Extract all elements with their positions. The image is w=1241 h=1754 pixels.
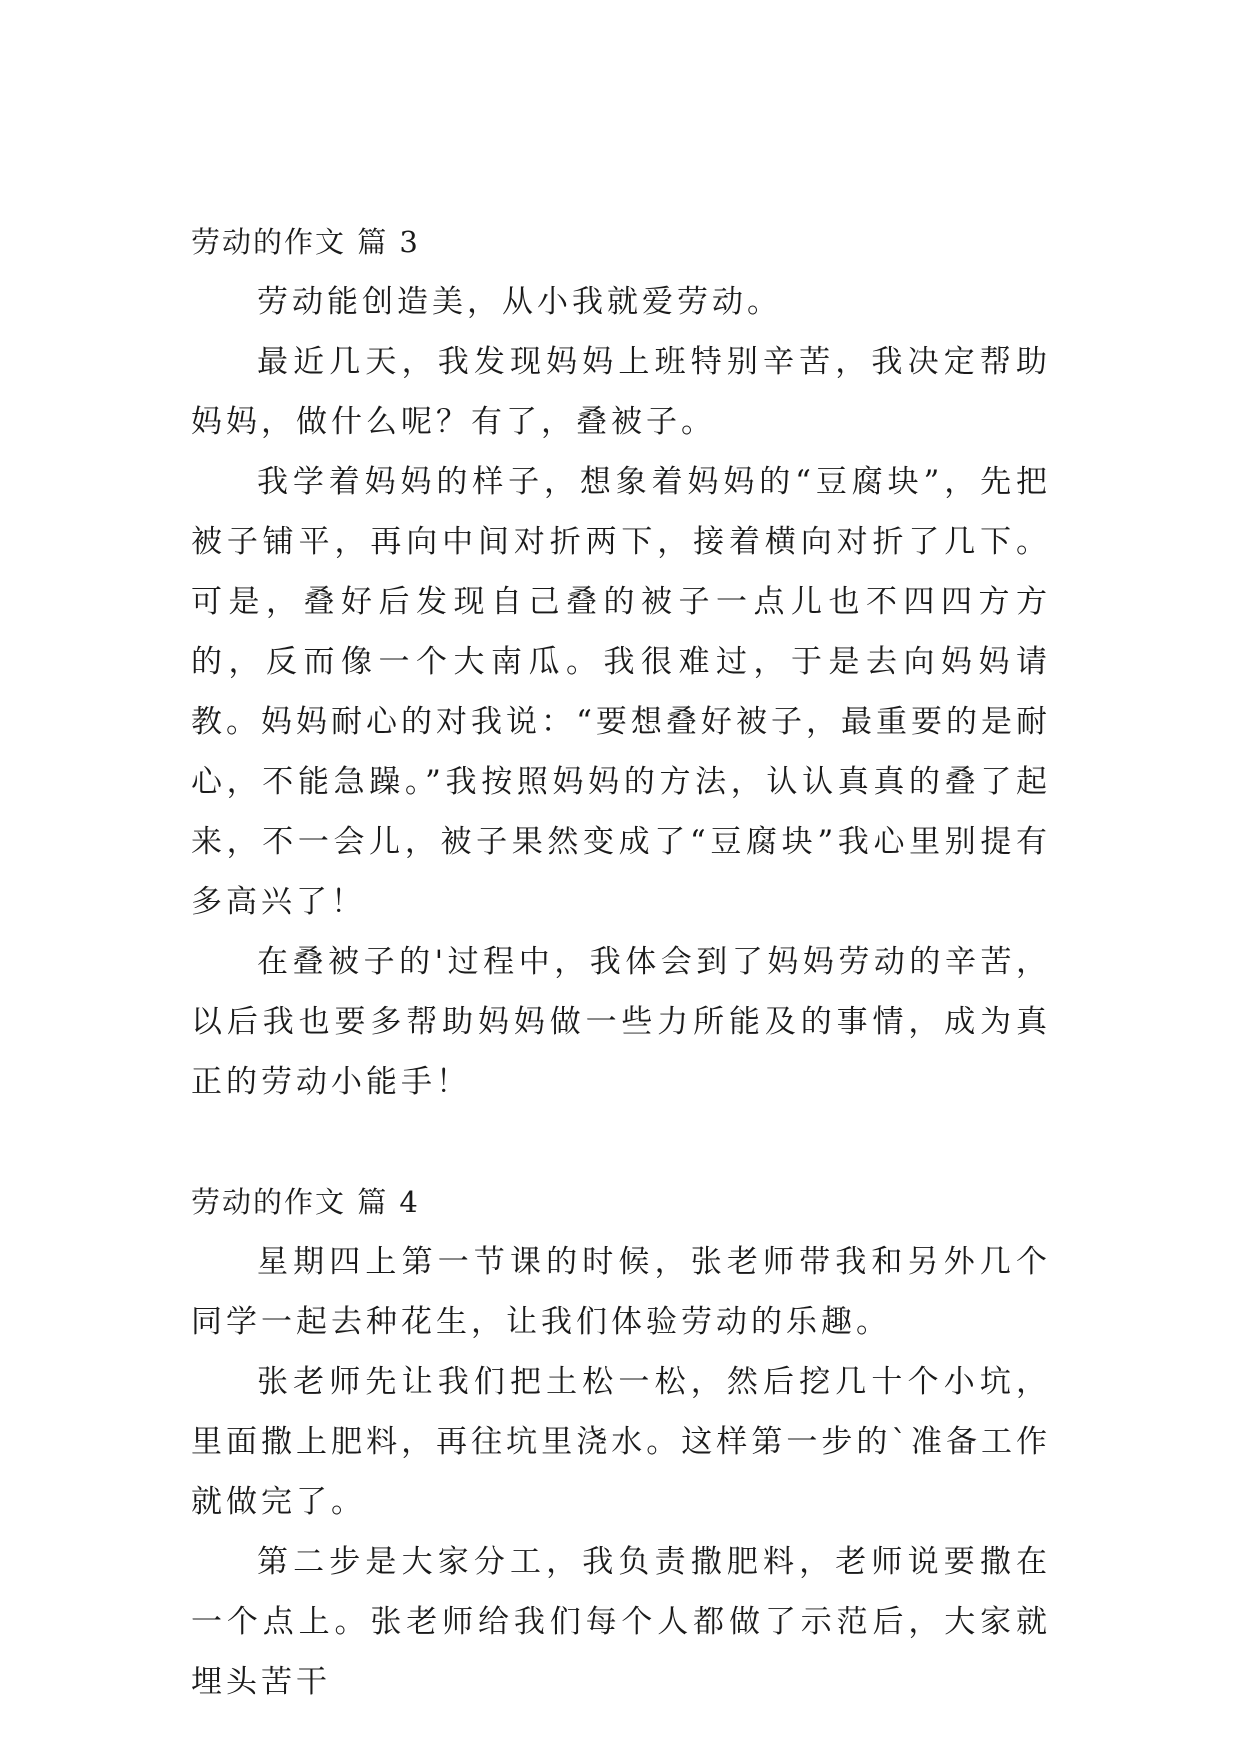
paragraph: 劳动能创造美，从小我就爱劳动。	[257, 284, 782, 320]
section-heading: 劳动的作文 篇 3	[191, 225, 420, 259]
essay-section-3	[191, 212, 1051, 1112]
document-body	[191, 212, 1051, 1712]
section-heading: 劳动的作文 篇 4	[191, 1185, 420, 1219]
paragraph: 星期四上第一节课的时候，张老师带我和另外几个同学一起去种花生，让我们体验劳动的乐趣。	[191, 1244, 1051, 1340]
paragraph: 我学着妈妈的样子，想象着妈妈的“豆腐块”，先把被子铺平，再向中间对折两下，接着横向对折了几下。可是，叠好后发现自己叠的被子一点儿也不四四方方的，反而像一个大南瓜。我很难过，于是去向妈妈请教。妈妈耐心的对我说：“要想叠好被子，最重要的是耐心，不能急躁。”我按照妈妈的方法，认认真真的叠了起来，不一会儿，被子果然变成了“豆腐块”我心里别提有多高兴了！	[191, 464, 1051, 920]
paragraph: 张老师先让我们把土松一松，然后挖几十个小坑，里面撒上肥料，再往坑里浇水。这样第一步的`准备工作就做完了。	[191, 1364, 1051, 1520]
section-spacer	[191, 1112, 1051, 1172]
paragraph: 最近几天，我发现妈妈上班特别辛苦，我决定帮助妈妈，做什么呢？有了，叠被子。	[191, 344, 1051, 440]
essay-section-4	[191, 1172, 1051, 1712]
paragraph: 第二步是大家分工，我负责撒肥料，老师说要撒在一个点上。张老师给我们每个人都做了示范后，大家就埋头苦干	[191, 1544, 1051, 1700]
paragraph: 在叠被子的'过程中，我体会到了妈妈劳动的辛苦，以后我也要多帮助妈妈做一些力所能及的事情，成为真正的劳动小能手！	[191, 944, 1051, 1100]
